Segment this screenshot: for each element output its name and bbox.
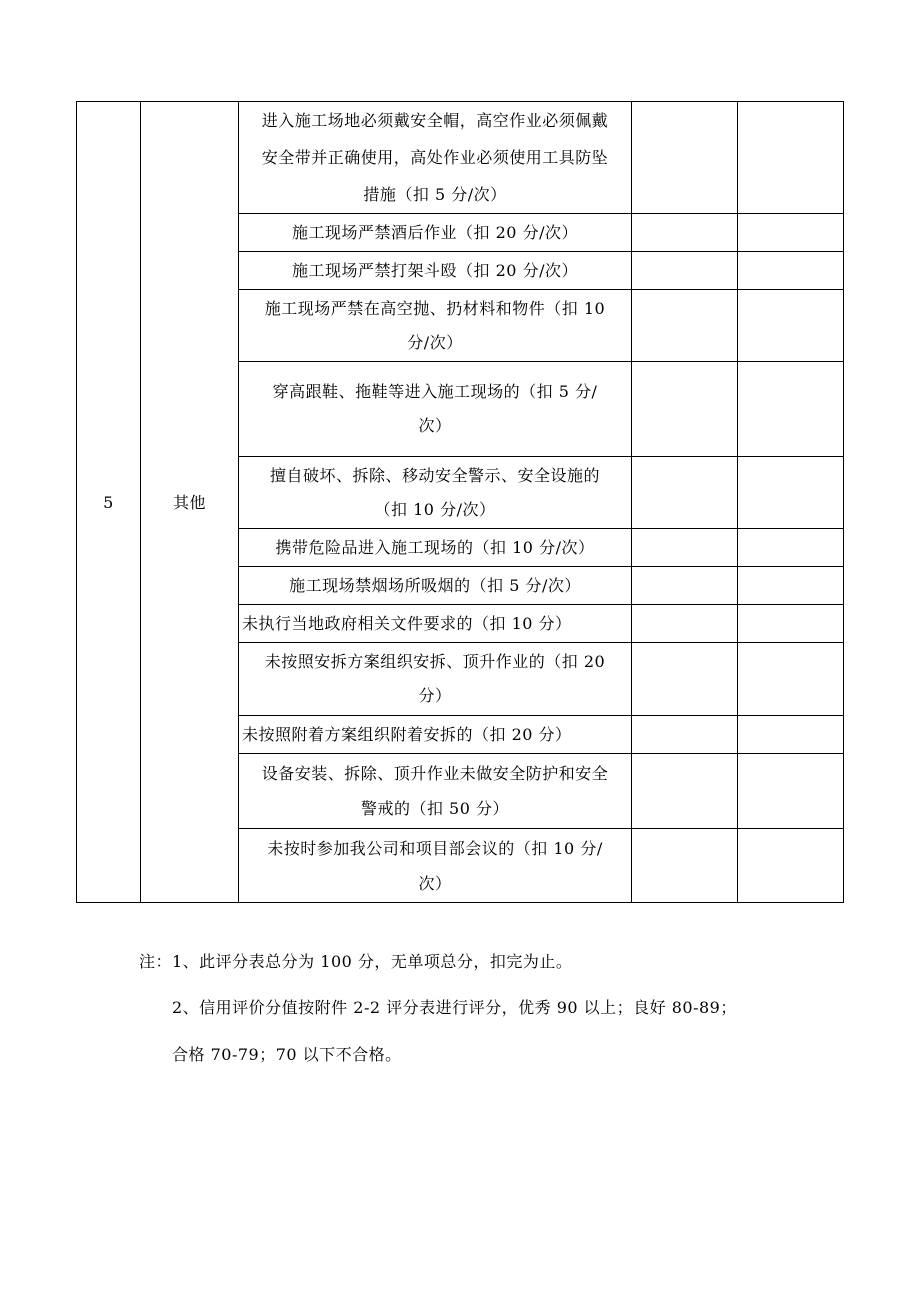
remark-cell	[738, 829, 844, 903]
item-cell	[239, 643, 632, 716]
score-cell	[632, 567, 738, 605]
item-cell	[239, 457, 632, 529]
table-row	[77, 102, 844, 214]
score-cell	[632, 457, 738, 529]
score-cell	[632, 214, 738, 252]
item-cell	[239, 290, 632, 362]
score-cell	[632, 102, 738, 214]
item-line: 未执行当地政府相关文件要求的（扣 10 分）	[242, 614, 572, 633]
remark-cell	[738, 102, 844, 214]
item-cell	[239, 102, 632, 214]
note-line-2: 2、信用评价分值按附件 2-2 评分表进行评分，优秀 90 以上；良好 80-89；	[172, 998, 737, 1017]
item-line: 次）	[418, 873, 452, 893]
item-line: 未按照附着方案组织附着安拆的（扣 20 分）	[242, 725, 572, 744]
item-line: 分/次）	[407, 332, 463, 352]
remark-cell	[738, 529, 844, 567]
item-line: 施工现场禁烟场所吸烟的（扣 5 分/次）	[289, 576, 581, 595]
remark-cell	[738, 362, 844, 457]
item-cell	[239, 716, 632, 754]
item-line: 未按照安拆方案组织安拆、顶升作业的（扣 20	[264, 652, 606, 671]
item-line: 警戒的（扣 50 分）	[360, 799, 510, 818]
item-line: 穿高跟鞋、拖鞋等进入施工现场的（扣 5 分/	[272, 382, 598, 401]
item-line: 未按时参加我公司和项目部会议的（扣 10 分/	[267, 838, 603, 858]
item-cell	[239, 754, 632, 829]
remark-cell	[738, 605, 844, 643]
item-line: 次）	[418, 416, 452, 435]
score-cell	[632, 829, 738, 903]
item-cell	[239, 252, 632, 290]
item-line: 分）	[418, 686, 452, 705]
item-line: 进入施工场地必须戴安全帽，高空作业必须佩戴	[261, 111, 609, 130]
remark-cell	[738, 643, 844, 716]
score-cell	[632, 529, 738, 567]
remark-cell	[738, 290, 844, 362]
item-line: 措施（扣 5 分/次）	[363, 185, 507, 204]
note-line-1: 注：1、此评分表总分为 100 分，无单项总分，扣完为止。	[139, 952, 573, 971]
item-cell	[239, 214, 632, 252]
remark-cell	[738, 567, 844, 605]
item-line: 擅自破坏、拆除、移动安全警示、安全设施的	[269, 465, 600, 485]
item-line: 设备安装、拆除、顶升作业未做安全防护和安全	[261, 764, 609, 783]
item-cell	[239, 529, 632, 567]
remark-cell	[738, 716, 844, 754]
item-cell	[239, 605, 632, 643]
score-cell	[632, 290, 738, 362]
remark-cell	[738, 252, 844, 290]
item-cell	[239, 362, 632, 457]
item-line: （扣 10 分/次）	[374, 499, 496, 519]
item-line: 携带危险品进入施工现场的（扣 10 分/次）	[275, 538, 595, 557]
remark-cell	[738, 754, 844, 829]
item-cell	[239, 567, 632, 605]
note-line-3: 合格 70-79；70 以下不合格。	[172, 1045, 402, 1064]
section-name-cell: 其他	[141, 102, 239, 903]
item-line: 安全带并正确使用，高处作业必须使用工具防坠	[261, 148, 609, 167]
remark-cell	[738, 457, 844, 529]
remark-cell	[738, 214, 844, 252]
item-line: 施工现场严禁酒后作业（扣 20 分/次）	[292, 223, 578, 242]
item-line: 施工现场严禁在高空抛、扔材料和物件（扣 10	[264, 298, 606, 318]
score-cell	[632, 605, 738, 643]
deduction-score-table	[76, 101, 844, 903]
score-cell	[632, 754, 738, 829]
score-cell	[632, 252, 738, 290]
score-cell	[632, 716, 738, 754]
score-cell	[632, 362, 738, 457]
score-cell	[632, 643, 738, 716]
item-line: 施工现场严禁打架斗殴（扣 20 分/次）	[292, 261, 578, 280]
item-cell	[239, 829, 632, 903]
section-number-cell: 5	[77, 102, 141, 903]
